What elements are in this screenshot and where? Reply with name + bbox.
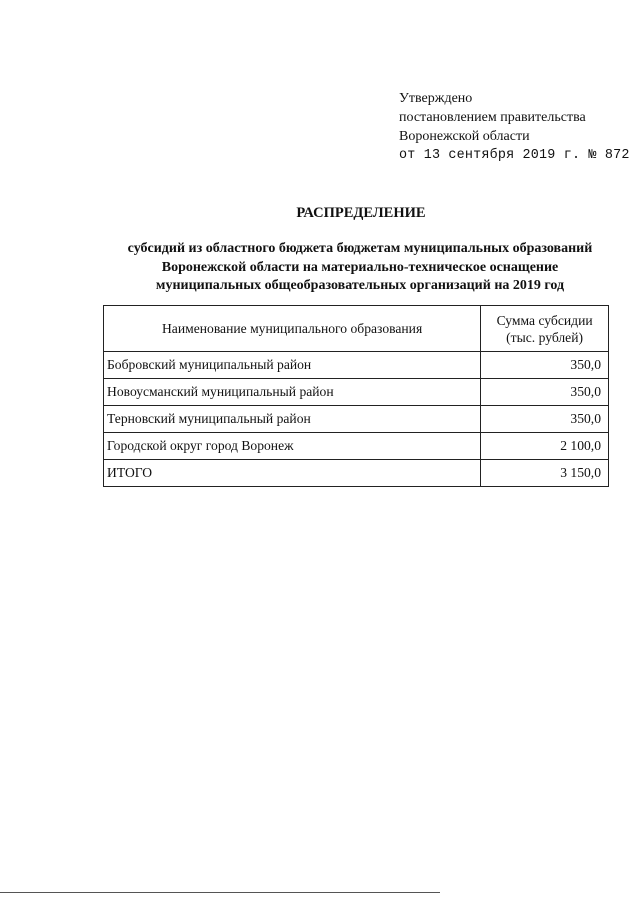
row-sum: 350,0 bbox=[481, 352, 609, 379]
distribution-table bbox=[103, 305, 609, 487]
table-total-row bbox=[104, 460, 609, 487]
document-title: РАСПРЕДЕЛЕНИЕ bbox=[296, 205, 426, 221]
table-row bbox=[104, 406, 609, 433]
total-sum: 3 150,0 bbox=[481, 460, 609, 487]
subtitle-line-2: Воронежской области на материально-техническое оснащение bbox=[161, 259, 559, 275]
header-subsidy-sum-line-2: (тыс. рублей) bbox=[506, 329, 584, 345]
document-subtitle bbox=[100, 240, 620, 296]
table-row bbox=[104, 352, 609, 379]
approval-stamp bbox=[399, 89, 635, 165]
page-bottom-rule bbox=[0, 892, 440, 893]
subtitle-line-3: муниципальных общеобразовательных организаций на 2019 год bbox=[155, 278, 565, 293]
row-sum: 350,0 bbox=[481, 406, 609, 433]
table-row bbox=[104, 433, 609, 460]
row-sum: 350,0 bbox=[481, 379, 609, 406]
row-name: Терновский муниципальный район bbox=[104, 406, 481, 433]
row-name: Городской округ город Воронеж bbox=[104, 433, 481, 460]
header-subsidy-sum-line-1: Сумма субсидии bbox=[496, 312, 593, 328]
approval-line-date-number: от 13 сентября 2019 г. № 872 bbox=[399, 148, 630, 163]
header-municipality-name: Наименование муниципального образования bbox=[104, 306, 481, 352]
approval-line-approved: Утверждено bbox=[399, 91, 473, 106]
header-subsidy-sum bbox=[481, 306, 609, 352]
approval-line-resolution: постановлением правительства bbox=[399, 110, 586, 125]
table-row bbox=[104, 379, 609, 406]
table-header-row bbox=[104, 306, 609, 352]
total-label: ИТОГО bbox=[104, 460, 481, 487]
approval-line-region: Воронежской области bbox=[399, 129, 530, 144]
row-name: Новоусманский муниципальный район bbox=[104, 379, 481, 406]
row-sum: 2 100,0 bbox=[481, 433, 609, 460]
subtitle-line-1: субсидий из областного бюджета бюджетам муниципальных образований bbox=[127, 241, 593, 256]
row-name: Бобровский муниципальный район bbox=[104, 352, 481, 379]
